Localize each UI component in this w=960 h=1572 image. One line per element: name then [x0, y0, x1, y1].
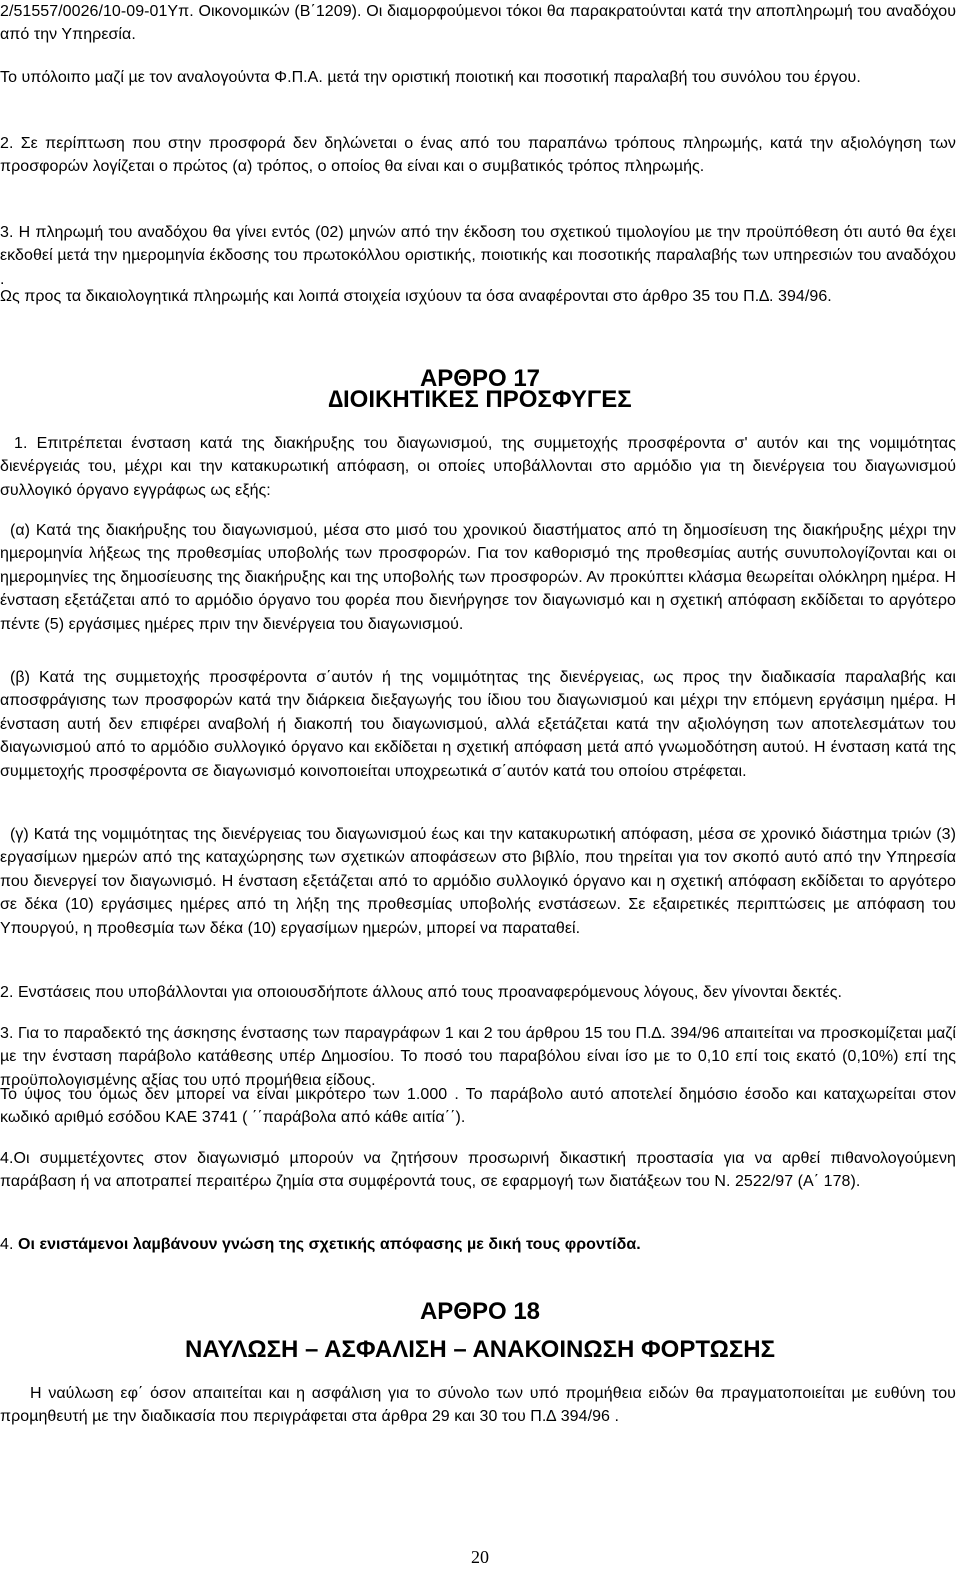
paragraph-number: 4. — [0, 1236, 18, 1253]
article-18-title: ΝΑΥΛΩΣΗ – ΑΣΦΑΛΙΣΗ – ΑΝΑΚΟΙΝΩΣΗ ΦΟΡΤΩΣΗΣ — [185, 1336, 775, 1363]
article-17-number: ΑΡΘΡΟ 17 — [419, 365, 541, 392]
paragraph-remaining-payment: Το υπόλοιπο µαζί µε τον αναλογούντα Φ.Π.Α. µετά την οριστική ποιοτική και ποσοτική παραλαβή του συνόλου του έργου. — [0, 69, 861, 86]
paragraph-objection-general: 1. Επιτρέπεται ένσταση κατά της διακήρυξης του διαγωνισµού, της συµµετοχής προσφέροντα σ' αυτόν και της νοµιµότητας διενέργειάς του, µέχρι και την κατακυρωτική απόφαση, οι οποίες υποβάλλονται στο αρµόδιο για τη διενέργεια του διαγωνισµού συλλογικό όργανο εγγράφως ως εξής: — [0, 435, 956, 499]
article-18-number: ΑΡΘΡΟ 18 — [419, 1298, 541, 1325]
bold-notice-text: Οι ενιστάµενοι λαµβάνουν γνώση της σχετικής απόφασης µε δική τους φροντίδα. — [17, 1236, 641, 1253]
paragraph-payment-documents: Ως προς τα δικαιολογητικά πληρωµής και λοιπά στοιχεία ισχύουν τα όσα αναφέρονται στο άρθρο 35 του Π.∆. 394/96. — [0, 288, 832, 305]
page-number: 20 — [471, 1547, 489, 1567]
paragraph-objection-fee: 3. Για το παραδεκτό της άσκησης ένστασης των παραγράφων 1 και 2 του άρθρου 15 του Π.∆. 394/96 απαιτείται να προσκοµίζεται µαζί µε την ένσταση παράβολο κατάθεσης υπέρ ∆ηµοσίου. Το ποσό του παραβόλου είναι ίσο µε το 0,10 επί τοις εκατό (0,10%) επί της προϋπολογισµένης αξίας του υπό προµήθεια είδους. — [0, 1025, 956, 1089]
paragraph-fee-amount: Το ύψος του όµως δεν µπορεί να είναι µικρότερο των 1.000 . Το παράβολο αυτό αποτελεί δηµόσιο έσοδο και καταχωρείται στον κωδικό αριθµό εσόδου ΚΑΕ 3741 ( ΄΄παράβολα από κάθε αιτία΄΄). — [0, 1086, 956, 1127]
paragraph-objection-c: (γ) Κατά της νοµιµότητας της διενέργειας του διαγωνισµού έως και την κατακυρωτική απόφαση, µέσα σε χρονικό διάστηµα τριών (3) εργασίµων ηµερών από της καταχώρησης των σχετικών αποφάσεων στο βιβλίο, που τηρείται για τον σκοπό αυτό από την Υπηρεσία που διενεργεί τον διαγωνισµό. Η ένσταση εξετάζεται από το αρµόδιο συλλογικό όργανο και η σχετική απόφαση εκδίδεται το αργότερο σε δέκα (10) εργάσιµες ηµέρες από τη λήξη της προθεσµίας υποβολής ενστάσεων. Σε εξαιρετικές περιπτώσεις µε απόφαση του Υπουργού, η προθεσµία των δέκα (10) εργασίµων ηµερών, µπορεί να παραταθεί. — [0, 826, 956, 937]
paragraph-payment-method-default: 2. Σε περίπτωση που στην προσφορά δεν δηλώνεται ο ένας από του παραπάνω τρόπους πληρωµής, κατά την αξιολόγηση των προσφορών λογίζεται ο πρώτος (α) τρόπος, ο οποίος θα είναι και ο συµβατικός τρόπος πληρωµής. — [0, 135, 956, 176]
paragraph-payment-interest: 2/51557/0026/10-09-01Υπ. Οικονοµικών (Β΄1209). Οι διαµορφούµενοι τόκοι θα παρακρατούνται κατά την αποπληρωµή του αναδόχου από την Υπηρεσία. — [0, 3, 956, 44]
paragraph-chartering-insurance: Η ναύλωση εφ΄ όσον απαιτείται και η ασφάλιση για το σύνολο των υπό προµήθεια ειδών θα πραγµατοποιείται µε ευθύνη του προµηθευτή µε την διαδικασία που περιγράφεται στα άρθρα 29 και 30 του Π.∆ 394/96 . — [0, 1385, 956, 1426]
paragraph-interim-protection: 4.Οι συµµετέχοντες στον διαγωνισµό µπορούν να ζητήσουν προσωρινή δικαστική προστασία για να αρθεί πιθανολογούµενη παράβαση ή να αποτραπεί περαιτέρω ζηµία στα συµφέροντά τους, σε εφαρµογή των διατάξεων του Ν. 2522/97 (Α΄ 178). — [0, 1150, 956, 1191]
article-17-title: ∆ΙΟΙΚΗΤΙΚΕΣ ΠΡΟΣΦΥΓΕΣ — [328, 386, 632, 413]
paragraph-objection-a: (α) Κατά της διακήρυξης του διαγωνισµού, µέσα στο µισό του χρονικού διαστήµατος από τη δηµοσίευση της διακήρυξης µέχρι την ηµεροµηνία λήξεως της προθεσµίας υποβολής των προσφορών. Για τον καθορισµό της προθεσµίας αυτής συνυπολογίζονται και οι ηµεροµηνίες της δηµοσίευσης της διακήρυξης και της υποβολής των προσφορών. Αν προκύπτει κλάσµα θεωρείται ολόκληρη ηµέρα. Η ένσταση εξετάζεται από το αρµόδιο όργανο του φορέα που διενήργησε τον διαγωνισµό και η σχετική απόφαση εκδίδεται το αργότερο πέντε (5) εργάσιµες ηµέρες πριν την διενέργεια του διαγωνισµού. — [0, 522, 956, 633]
paragraph-objectors-notice — [0, 1233, 956, 1256]
paragraph-objection-inadmissible: 2. Ενστάσεις που υποβάλλονται για οποιουσδήποτε άλλους από τους προαναφερόµενους λόγους, δεν γίνονται δεκτές. — [0, 984, 842, 1001]
paragraph-payment-deadline: 3. Η πληρωµή του αναδόχου θα γίνει εντός (02) µηνών από την έκδοση του σχετικού τιµολογίου µε την προϋπόθεση ότι αυτό θα έχει εκδοθεί µετά την ηµεροµηνία έκδοσης του πρωτοκόλλου οριστικής, ποιοτικής και ποσοτικής παραλαβής των υπηρεσιών του αναδόχου . — [0, 224, 956, 288]
paragraph-objection-b: (β) Κατά της συµµετοχής προσφέροντα σ΄αυτόν ή της νοµιµότητας της διενέργειας, ως προς την διαδικασία παραλαβής και αποσφράγισης των προσφορών κατά την διάρκεια διεξαγωγής του ίδιου του διαγωνισµού και µέχρι την επόµενη εργάσιµη ηµέρα. Η ένσταση αυτή δεν επιφέρει αναβολή ή διακοπή του διαγωνισµού, αλλά εξετάζεται κατά την αξιολόγηση των αποτελεσµάτων του διαγωνισµού από το αρµόδιο συλλογικό όργανο και εκδίδεται η σχετική απόφαση µετά από γνωµοδότηση αυτού. Η ένσταση κατά της συµµετοχής προσφέροντα σε διαγωνισµό κοινοποιείται υποχρεωτικά σ΄αυτόν κατά του οποίου στρέφεται. — [0, 669, 956, 780]
